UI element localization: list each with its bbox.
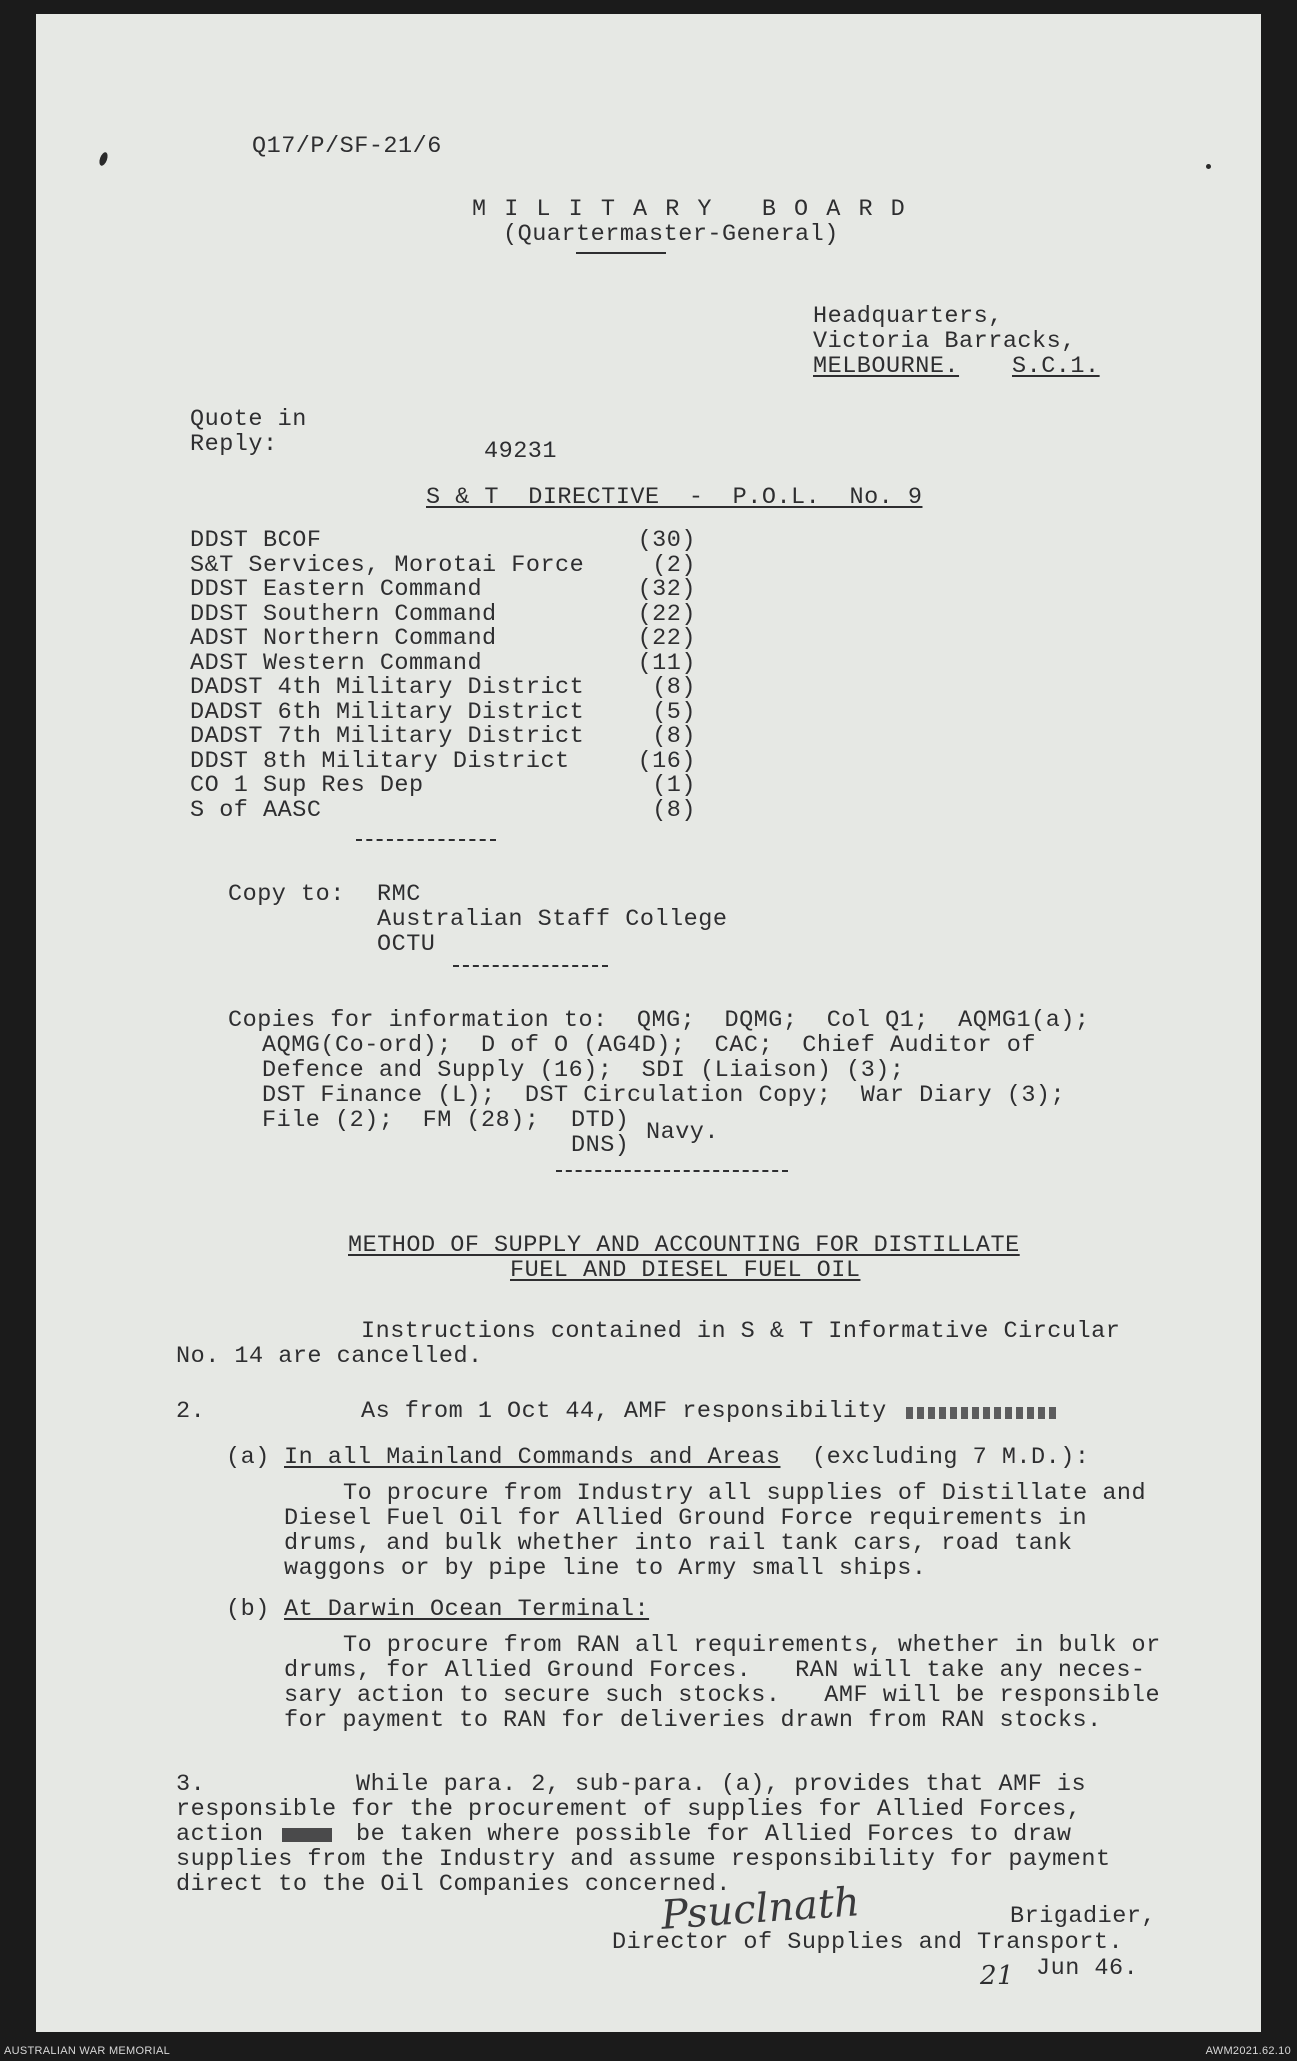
address-code: S.C.1. xyxy=(1012,353,1100,380)
document-page xyxy=(36,14,1261,2032)
distribution-count: (22) xyxy=(637,600,696,628)
copies-dtd: DTD) xyxy=(571,1107,630,1134)
copies-info-line: AQMG(Co-ord); D of O (AG4D); CAC; Chief Auditor of xyxy=(262,1032,1036,1059)
sub-a-heading: In all Mainland Commands and Areas xyxy=(284,1444,781,1471)
subject-line-1: METHOD OF SUPPLY AND ACCOUNTING FOR DISTILLATE xyxy=(348,1232,1020,1259)
para3-line: action xyxy=(176,1821,264,1848)
distribution-count: (8) xyxy=(652,723,696,750)
distribution-count: (11) xyxy=(637,649,696,677)
sub-a-line: To procure from Industry all supplies of Distillate and xyxy=(343,1480,1147,1507)
sub-b-line: sary action to secure such stocks. AMF will be responsible xyxy=(284,1682,1161,1709)
smudged-text xyxy=(906,1407,1056,1419)
para3-line: supplies from the Industry and assume responsibility for payment xyxy=(176,1846,1111,1873)
distribution-recipient: DDST BCOF xyxy=(190,527,322,554)
distribution-recipient: DDST Southern Command xyxy=(190,600,497,628)
para3-line: While para. 2, sub-para. (a), provides that AMF is xyxy=(356,1771,1087,1798)
para2-text: As from 1 Oct 44, AMF responsibility xyxy=(361,1398,887,1425)
distribution-count: (16) xyxy=(637,747,696,775)
signatory-title: Director of Supplies and Transport. xyxy=(612,1929,1124,1956)
sub-b-heading: At Darwin Ocean Terminal: xyxy=(284,1596,650,1623)
distribution-recipient: CO 1 Sup Res Dep xyxy=(190,772,424,799)
distribution-recipient: ADST Western Command xyxy=(190,649,483,677)
board-title: M I L I T A R Y B O A R D xyxy=(472,196,907,223)
distribution-recipient: DDST Eastern Command xyxy=(190,576,483,603)
distribution-recipient: DADST 6th Military District xyxy=(190,698,585,726)
distribution-recipient: DDST 8th Military District xyxy=(190,747,570,775)
distribution-count: (8) xyxy=(652,796,696,824)
sub-a-label: (a) xyxy=(226,1444,270,1471)
separator xyxy=(556,1170,788,1172)
copy-to-item: Australian Staff College xyxy=(377,906,728,933)
sub-a-line: Diesel Fuel Oil for Allied Ground Force requirements in xyxy=(284,1505,1088,1532)
heading-rule xyxy=(576,252,666,254)
copies-info-line: Copies for information to: QMG; DQMG; Col Q1; AQMG1(a); xyxy=(228,1007,1090,1034)
copy-to-label: Copy to: xyxy=(228,881,345,908)
quote-number: 49231 xyxy=(484,438,558,465)
distribution-recipient: DADST 4th Military District xyxy=(190,674,585,701)
distribution-count: (32) xyxy=(637,576,696,603)
copy-to-item: OCTU xyxy=(377,931,436,958)
separator xyxy=(356,839,496,841)
quote-label-1: Quote in xyxy=(190,406,307,433)
address-city: MELBOURNE. xyxy=(813,353,960,380)
para3-line: direct to the Oil Companies concerned. xyxy=(176,1871,731,1898)
ink-mark xyxy=(1206,164,1211,169)
copies-dns: DNS) xyxy=(571,1132,630,1159)
sub-a-line: waggons or by pipe line to Army small ships. xyxy=(284,1555,927,1582)
sub-b-label: (b) xyxy=(226,1596,270,1623)
distribution-recipient: DADST 7th Military District xyxy=(190,723,585,750)
signatory-rank: Brigadier, xyxy=(1010,1903,1157,1930)
sub-b-line: for payment to RAN for deliveries drawn from RAN stocks. xyxy=(284,1707,1102,1734)
copies-info-line: Defence and Supply (16); SDI (Liaison) (3); xyxy=(262,1057,905,1084)
para1-line: Instructions contained in S & T Informative Circular xyxy=(361,1318,1121,1345)
subject-line-2: FUEL AND DIESEL FUEL OIL xyxy=(510,1257,861,1284)
footer-right: AWM2021.62.10 xyxy=(1205,2045,1291,2057)
signature-date: Jun 46. xyxy=(1036,1955,1139,1982)
distribution-count: (22) xyxy=(637,625,696,652)
distribution-recipient: ADST Northern Command xyxy=(190,625,497,652)
separator xyxy=(453,965,608,967)
copies-info-line: File (2); FM (28); xyxy=(262,1107,540,1134)
distribution-count: (2) xyxy=(652,551,696,579)
sub-b-line: drums, for Allied Ground Forces. RAN will take any neces- xyxy=(284,1657,1146,1684)
copies-info-line: DST Finance (L); DST Circulation Copy; War Diary (3); xyxy=(262,1082,1066,1109)
distribution-count: (1) xyxy=(652,772,696,799)
distribution-recipient: S&T Services, Morotai Force xyxy=(190,551,585,579)
distribution-count: (8) xyxy=(652,674,696,701)
directive-title: S & T DIRECTIVE - P.O.L. No. 9 xyxy=(426,484,923,511)
distribution-count: (30) xyxy=(637,527,696,554)
sub-a-suffix: (excluding 7 M.D.): xyxy=(812,1444,1090,1471)
sub-a-line: drums, and bulk whether into rail tank cars, road tank xyxy=(284,1530,1073,1557)
handwritten-signature: Psuclnath xyxy=(659,1879,862,1939)
distribution-count: (5) xyxy=(652,698,696,726)
sub-b-line: To procure from RAN all requirements, whether in bulk or xyxy=(343,1632,1161,1659)
para3-number: 3. xyxy=(176,1771,206,1798)
distribution-recipient: S of AASC xyxy=(190,796,322,824)
ink-mark xyxy=(98,151,109,167)
para3-line: responsible for the procurement of supplies for Allied Forces, xyxy=(176,1796,1082,1823)
board-subtitle: (Quartermaster-General) xyxy=(503,221,839,248)
address-line-1: Headquarters, xyxy=(813,303,1003,330)
para1-line: No. 14 are cancelled. xyxy=(176,1343,483,1370)
para3-line: be taken where possible for Allied Forces to draw xyxy=(356,1821,1072,1848)
copy-to-item: RMC xyxy=(377,881,421,908)
reference-number: Q17/P/SF-21/6 xyxy=(252,133,442,160)
handwritten-day: 21 xyxy=(980,1961,1015,1991)
quote-label-2: Reply: xyxy=(190,431,278,458)
address-line-2: Victoria Barracks, xyxy=(813,328,1076,355)
footer-left: AUSTRALIAN WAR MEMORIAL xyxy=(4,2045,171,2057)
copies-navy: Navy. xyxy=(646,1119,720,1146)
para2-number: 2. xyxy=(176,1398,206,1425)
overtyped-word xyxy=(282,1828,332,1842)
